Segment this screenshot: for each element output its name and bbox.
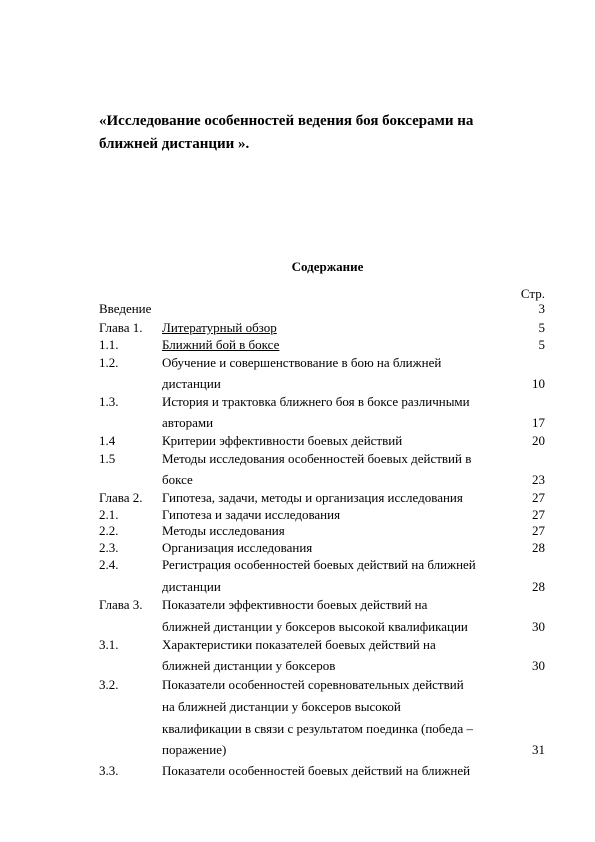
toc-entry-number: 2.2. — [99, 523, 119, 538]
toc-entry-page: 20 — [532, 433, 545, 448]
toc-entry-text: Литературный обзор — [162, 320, 277, 335]
toc-entry-text-line-2: ближней дистанции у боксеров высокой квалификации — [162, 619, 468, 634]
toc-entry-text: Показатели особенностей соревновательных действий — [162, 677, 464, 692]
toc-entry-text: Методы исследования особенностей боевых действий в — [162, 451, 472, 466]
toc-entry-page: 27 — [532, 523, 545, 538]
toc-entry-number: 2.3. — [99, 540, 119, 555]
toc-entry-text-line-2: дистанции — [162, 579, 221, 594]
toc-entry-number: 1.4 — [99, 433, 116, 448]
toc-entry-text: Методы исследования — [162, 523, 285, 538]
document-title — [99, 110, 519, 156]
toc-entry-text: Показатели эффективности боевых действий на — [162, 597, 428, 612]
toc-entry-page: 5 — [538, 320, 545, 335]
toc-entry-number: 3.3. — [99, 763, 119, 778]
toc-entry-number: 1.1. — [99, 337, 119, 352]
toc-entry-number: 1.2. — [99, 355, 119, 370]
toc-entry-number: 2.1. — [99, 507, 119, 522]
toc-entry-text-line-2: авторами — [162, 415, 214, 430]
toc-entry-page: 30 — [532, 619, 545, 634]
toc-entry-number: 3.1. — [99, 637, 119, 652]
toc-entry-text-line-2: дистанции — [162, 376, 221, 391]
toc-entry-number: Глава 3. — [99, 597, 143, 612]
toc-entry-page: 5 — [538, 337, 545, 352]
toc-entry-number: Введение — [99, 301, 152, 316]
toc-entry-page: 23 — [532, 472, 545, 487]
toc-entry-page: 31 — [532, 742, 545, 757]
toc-entry-page: 3 — [538, 301, 545, 316]
toc-entry-text: Ближний бой в боксе — [162, 337, 280, 352]
toc-entry-text-line-3: квалификации в связи с результатом поединка (победа – — [162, 721, 473, 736]
toc-entry-text-line-2: на ближней дистанции у боксеров высокой — [162, 699, 401, 714]
toc-entry-number: 1.3. — [99, 394, 119, 409]
toc-entry-text: Организация исследования — [162, 540, 313, 555]
toc-entry-page: 27 — [532, 490, 545, 505]
toc-entry-text-line-2: ближней дистанции у боксеров — [162, 658, 336, 673]
toc-entry-page: 17 — [532, 415, 545, 430]
toc-entry-text: Критерии эффективности боевых действий — [162, 433, 403, 448]
toc-entry-page: 28 — [532, 579, 545, 594]
toc-entry-number: 3.2. — [99, 677, 119, 692]
toc-entry-text: Показатели особенностей боевых действий на ближней — [162, 763, 471, 778]
toc-entry-page: 28 — [532, 540, 545, 555]
toc-entry-text-line-2: боксе — [162, 472, 193, 487]
title-line-1: «Исследование особенностей ведения боя боксерами на — [99, 113, 474, 129]
toc-entry-number: 2.4. — [99, 557, 119, 572]
toc-entry-text: История и трактовка ближнего боя в боксе различными — [162, 394, 470, 409]
toc-entry-number: 1.5 — [99, 451, 116, 466]
toc-entry-page: 30 — [532, 658, 545, 673]
toc-page-column-header: Стр. — [520, 286, 545, 301]
toc-heading: Содержание — [291, 259, 364, 274]
toc-entry-text: Обучение и совершенствование в бою на ближней — [162, 355, 442, 370]
toc-entry-number: Глава 1. — [99, 320, 143, 335]
toc-entry-text: Гипотеза, задачи, методы и организация исследования — [162, 490, 463, 505]
toc-entry-text: Регистрация особенностей боевых действий на ближней — [162, 557, 476, 572]
toc-entry-page: 27 — [532, 507, 545, 522]
toc-entry-text: Характеристики показателей боевых действий на — [162, 637, 436, 652]
toc-entry-page: 10 — [532, 376, 545, 391]
toc-entry-text: Гипотеза и задачи исследования — [162, 507, 341, 522]
toc-entry-text-line-4: поражение) — [162, 742, 227, 757]
title-line-2: ближней дистанции ». — [99, 136, 250, 152]
toc-entry-number: Глава 2. — [99, 490, 143, 505]
